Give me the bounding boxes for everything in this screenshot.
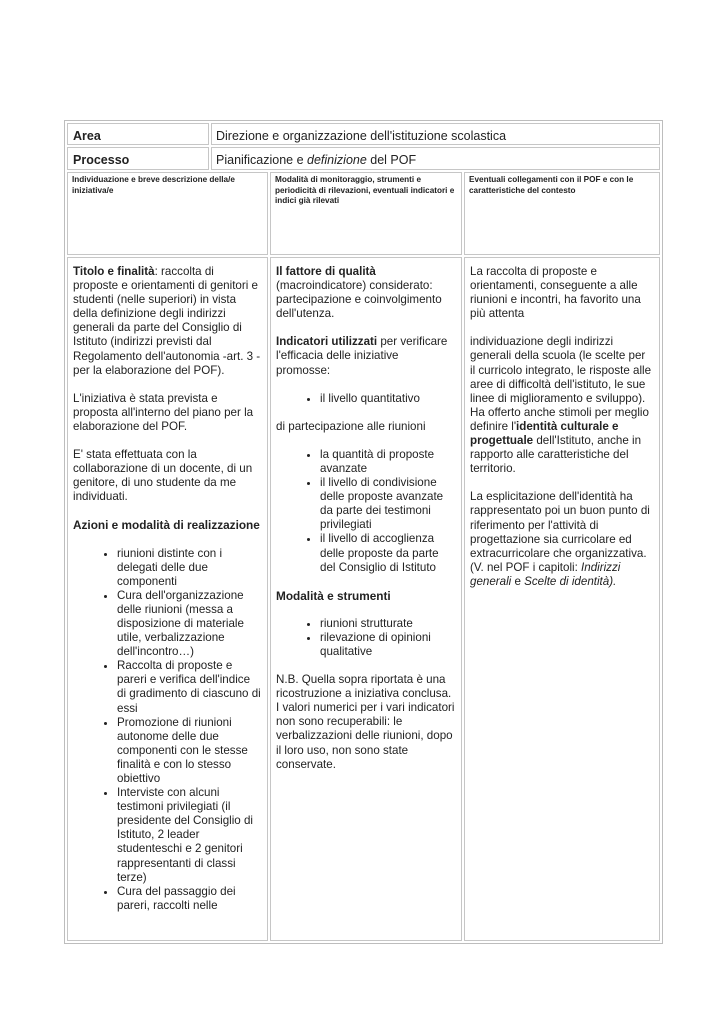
col3-header: Eventuali collegamenti con il POF e con le caratteristiche del contesto: [469, 175, 634, 195]
list-item: • Interviste con alcuni testimoni privilegiati (il presidente del Consiglio di Istituto, 2 leader studenteschi e 2 genitori rappresentanti di classi terze): [117, 786, 261, 885]
list-item: • Raccolta di proposte e pareri e verifica dell'indice di gradimento di ciascuno di essi: [117, 659, 261, 715]
processo-label: Processo: [73, 153, 130, 167]
col1-paragraph-3: E' stata effettuata con la collaborazione di un docente, di un genitore, di uno studente da me individuati.: [73, 448, 253, 504]
partecipazione-text: di partecipazione alle riunioni: [276, 419, 426, 433]
indicatori-label: Indicatori utilizzati: [276, 335, 378, 349]
col1-header: Individuazione e breve descrizione della/e iniziativa/e: [72, 175, 235, 195]
area-label-cell: [67, 123, 209, 145]
processo-value-cell: [211, 147, 660, 170]
azioni-heading: Azioni e modalità di realizzazione: [73, 518, 260, 533]
area-value: Direzione e organizzazione dell'istituzione scolastica: [216, 129, 507, 143]
col1-header-cell: [67, 172, 268, 255]
col3-paragraph-1: La raccolta di proposte e orientamenti, conseguente a alle riunioni e incontri, ha favorito una più attenta: [470, 265, 641, 321]
list-item: • riunioni strutturate: [320, 617, 455, 631]
col3-body-cell: [464, 257, 660, 941]
col2-body-cell: [270, 257, 462, 941]
list-item: • riunioni distinte con i delegati delle due componenti: [117, 547, 261, 589]
azioni-list: [73, 547, 261, 913]
strumenti-list: [276, 617, 455, 659]
col3-paragraph-2: individuazione degli indirizzi generali della scuola (le scelte per il curricolo integrato, le risposte alle aree di difficoltà dell'istituto, le sue linee di miglioramento e sviluppo). Ha offerto anche stimoli per meglio definire l'identità culturale e progettuale dell'Istituto, anche in rapporto alle caratteristiche del territorio.: [470, 335, 652, 476]
titolo-paragraph: Titolo e finalità: raccolta di proposte e orientamenti di genitori e studenti (nelle superiori) in vista della definizione degli indirizzi generali da parte del Consiglio di Istituto (indirizzi previsti dal Regolamento dell'autonomia -art. 3 - per la elaborazione del POF).: [73, 265, 261, 377]
fattore-label: Il fattore di qualità: [276, 265, 376, 278]
col3-paragraph-3: La esplicitazione dell'identità ha rappresentato poi un buon punto di riferimento per l'attività di progettazione sia curricolare ed extracurricolare che organizzativa. (V. nel POF i capitoli: Indirizzi generali e Scelte di identità).: [470, 490, 650, 588]
indicator-list-2: [276, 448, 455, 575]
area-value-cell: [211, 123, 660, 145]
list-item: • rilevazione di opinioni qualitative: [320, 631, 455, 659]
col2-header: Modalità di monitoraggio, strumenti e periodicità di rilevazioni, eventuali indicatori e indici già rilevati: [275, 175, 455, 205]
list-item: • il livello di accoglienza delle proposte da parte del Consiglio di Istituto: [320, 532, 455, 574]
indicator-list-1: [276, 392, 455, 406]
list-item: • il livello quantitativo: [320, 392, 455, 406]
col1-paragraph-2: L'iniziativa è stata prevista e proposta all'interno del piano per la elaborazione del POF.: [73, 391, 254, 433]
area-label: Area: [73, 129, 101, 143]
list-item: • Cura del passaggio dei pareri, raccolti nelle: [117, 885, 261, 913]
list-item: • la quantità di proposte avanzate: [320, 448, 455, 476]
nb-paragraph: N.B. Quella sopra riportata è una ricostruzione a iniziativa conclusa. I valori numerici per i vari indicatori non sono recuperabili: le verbalizzazioni delle riunioni, dopo il loro uso, non sono state conservate.: [276, 673, 455, 771]
titolo-label: Titolo e finalità: [73, 265, 155, 278]
document-table: [64, 120, 663, 944]
list-item: • Promozione di riunioni autonome delle due componenti con le stesse finalità e con lo stesso obiettivo: [117, 716, 261, 786]
indicatori-paragraph: Indicatori utilizzati per verificare l'efficacia delle iniziative promosse:: [276, 335, 448, 377]
strumenti-heading: Modalità e strumenti: [276, 588, 391, 603]
processo-label-cell: [67, 147, 209, 170]
list-item: • il livello di condivisione delle proposte avanzate da parte dei testimoni privilegiati: [320, 476, 455, 532]
list-item: • Cura dell'organizzazione delle riunioni (messa a disposizione di materiale utile, verbalizzazione dell'incontro…): [117, 589, 261, 659]
fattore-paragraph: Il fattore di qualità (macroindicatore) considerato: partecipazione e coinvolgimento dell'utenza.: [276, 265, 442, 321]
processo-value: Pianificazione e definizione del POF: [216, 153, 417, 167]
col3-header-cell: [464, 172, 660, 255]
col2-header-cell: [270, 172, 462, 255]
identita-bold: identità culturale e progettuale: [470, 419, 619, 448]
col1-body-cell: [67, 257, 268, 941]
